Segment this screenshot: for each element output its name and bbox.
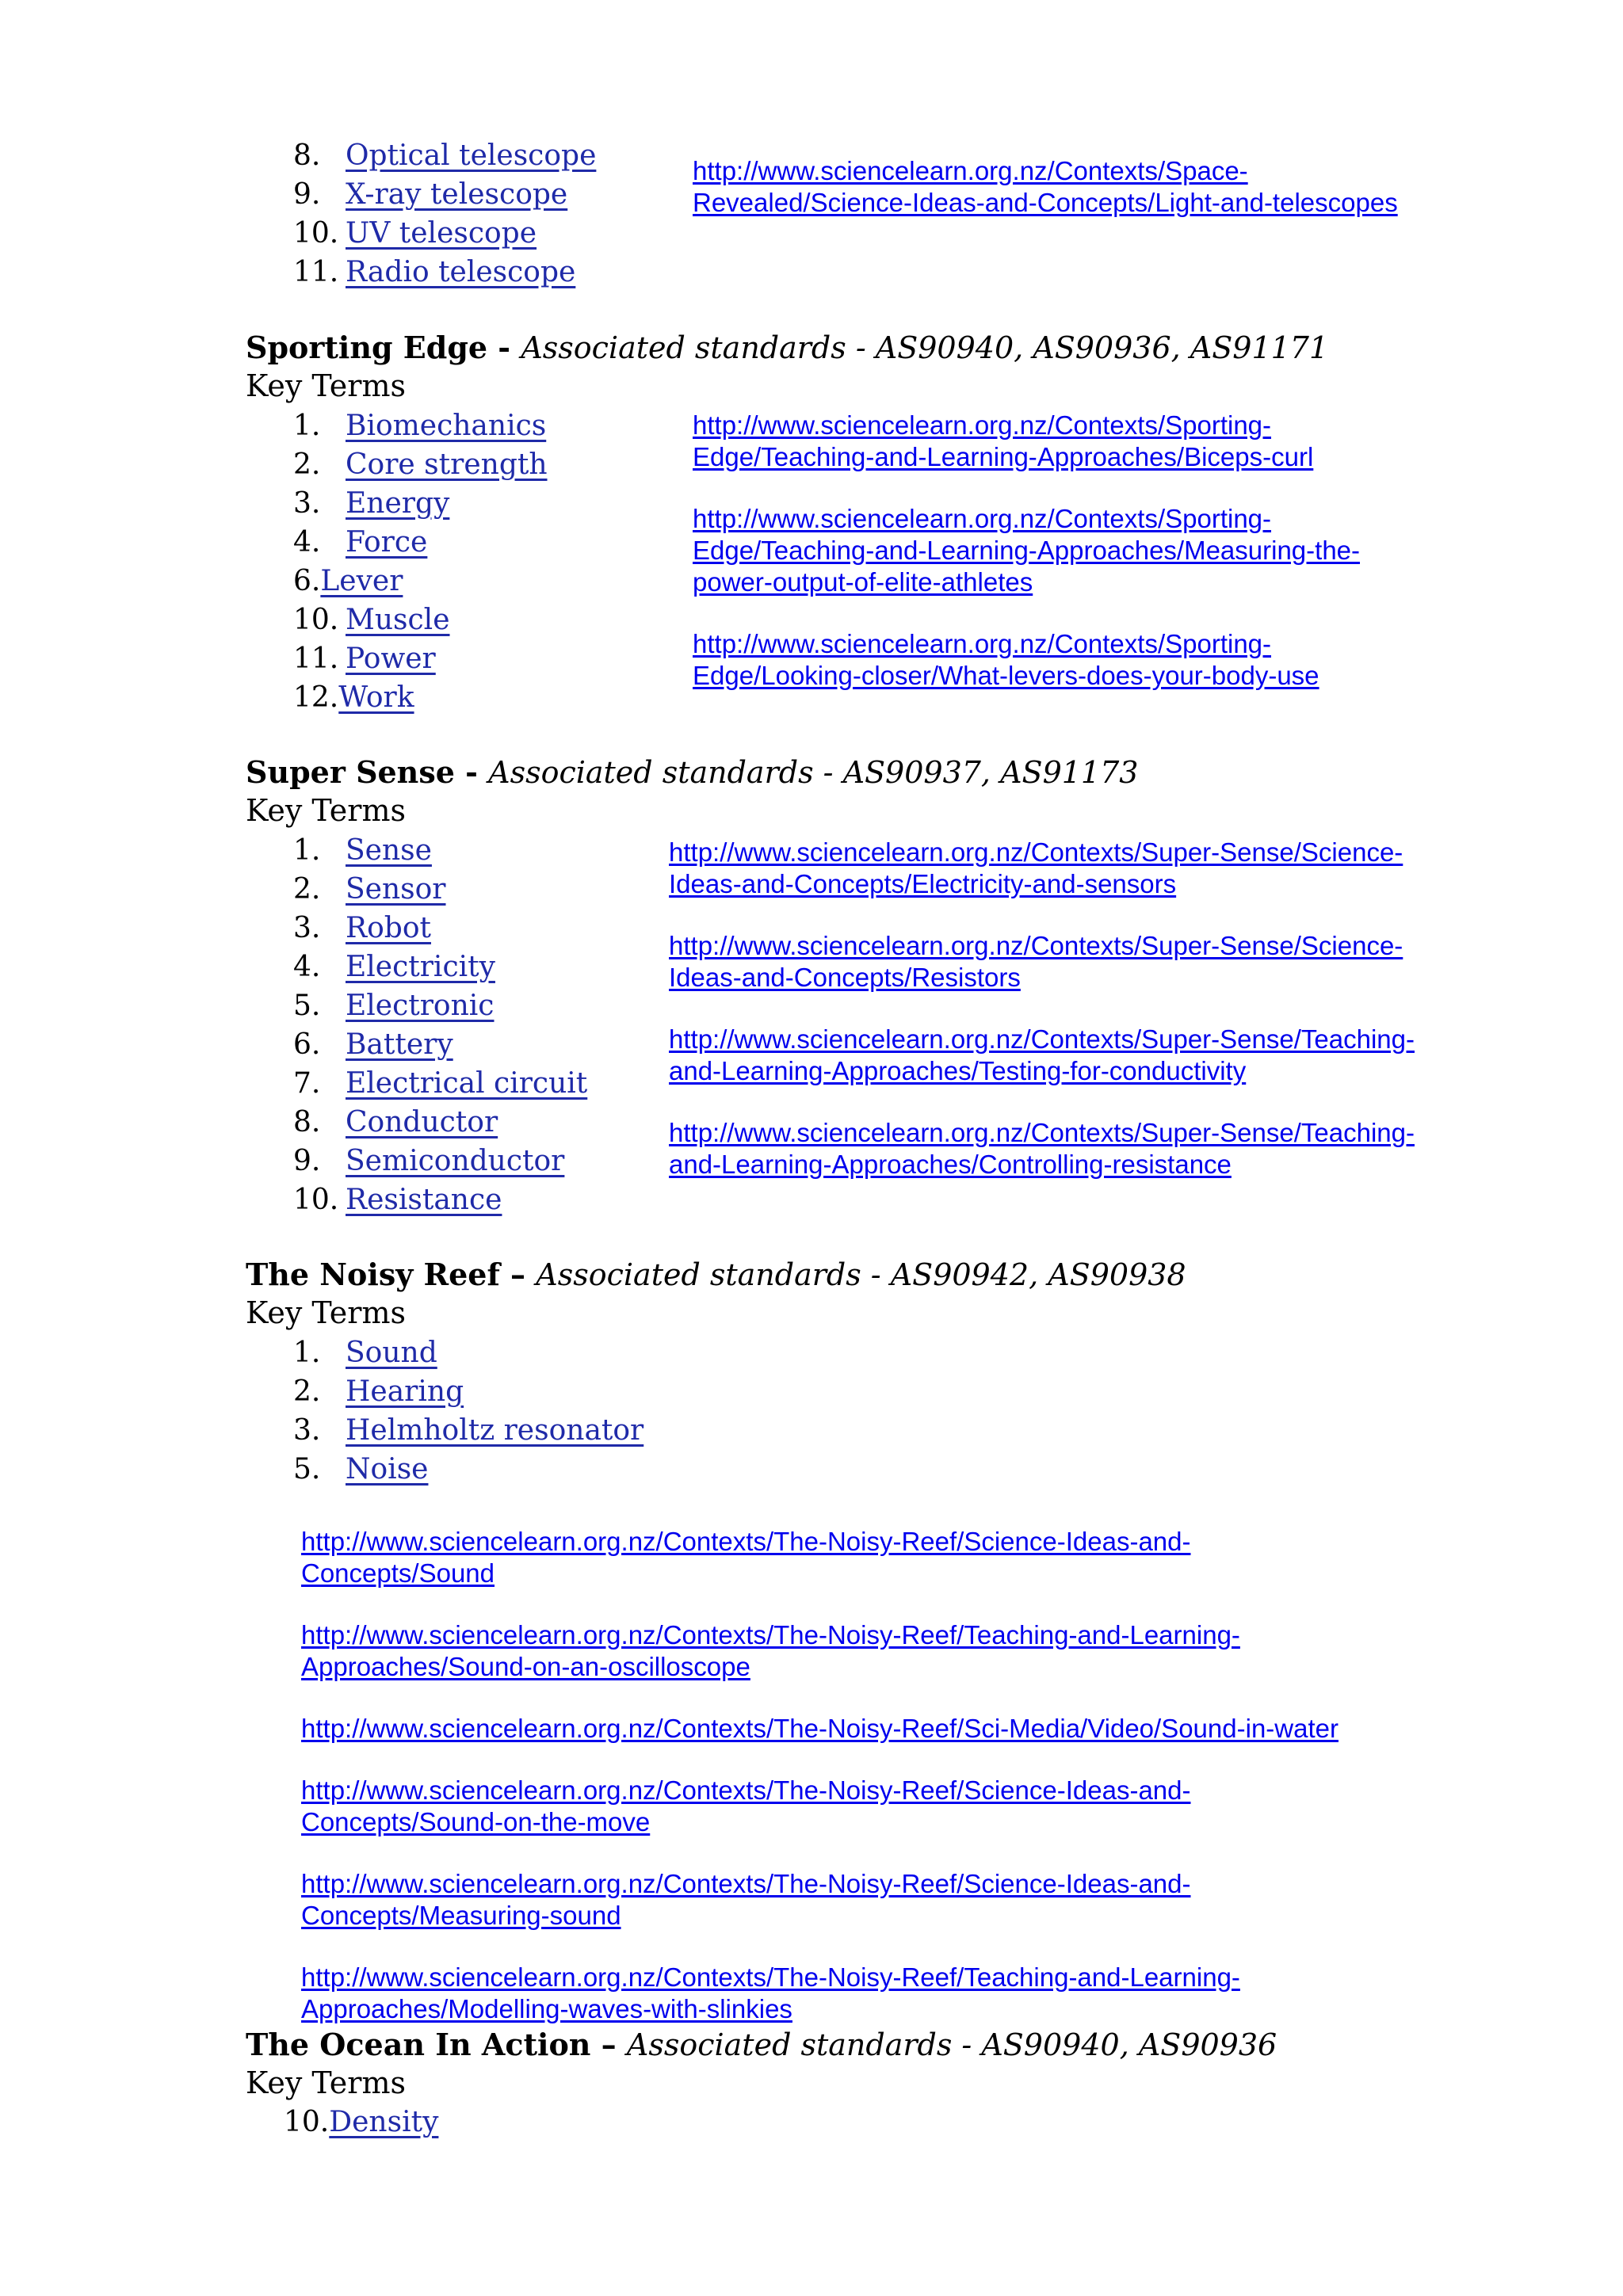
term-list-item [293,253,596,292]
resource-url-link[interactable] [693,410,1360,473]
url-line: http://www.sciencelearn.org.nz/Contexts/Sporting- [693,629,1272,658]
url-line: Ideas-and-Concepts/Electricity-and-sensors [669,869,1177,898]
url-line: Edge/Teaching-and-Learning-Approaches/Measuring-the- [693,536,1361,565]
key-terms-label: Key Terms [246,2065,406,2100]
term-list-item [293,562,548,601]
sporting-url-list [693,410,1360,722]
term-list-item [293,1103,587,1142]
term-list-item [293,831,587,870]
term-list-item [293,678,548,717]
term-number: 1. [293,410,321,442]
url-line: http://www.sciencelearn.org.nz/Contexts/The-Noisy-Reef/Teaching-and-Learning- [301,1962,1240,1992]
resource-url-link[interactable] [693,155,1398,219]
term-list-item [293,639,548,678]
section-standards: Associated standards - AS90942, AS90938 [536,1257,1186,1292]
term-number: 10. [293,217,339,250]
key-term-link[interactable]: Lever [320,565,403,597]
key-terms-label: Key Terms [246,1295,406,1330]
url-line: and-Learning-Approaches/Controlling-resistance [669,1150,1232,1179]
term-number: 8. [293,1106,321,1138]
term-number: 2. [293,1375,321,1408]
key-term-link[interactable]: Sensor [346,873,446,906]
term-list-item [293,948,587,986]
url-line: power-output-of-elite-athletes [693,567,1033,597]
url-line: http://www.sciencelearn.org.nz/Contexts/The-Noisy-Reef/Science-Ideas-and- [301,1869,1191,1898]
section-heading-ocean-in-action [246,2025,1277,2065]
key-term-link[interactable]: X-ray telescope [346,178,568,211]
section-standards: Associated standards - AS90937, AS91173 [488,755,1139,790]
resource-url-link[interactable] [693,503,1360,598]
section-heading-super-sense [246,753,1138,792]
url-line: http://www.sciencelearn.org.nz/Contexts/The-Noisy-Reef/Teaching-and-Learning- [301,1620,1240,1650]
key-term-link[interactable]: Electricity [346,951,495,983]
space-url-list [693,155,1398,249]
term-number: 9. [293,1145,321,1177]
url-line: Ideas-and-Concepts/Resistors [669,963,1021,992]
term-number: 9. [293,178,321,211]
resource-url-link[interactable] [693,628,1360,692]
term-list-item [293,445,548,484]
noisyreef-terms-list [293,1333,643,1489]
resource-url-link[interactable] [669,1024,1415,1087]
url-line: http://www.sciencelearn.org.nz/Contexts/The-Noisy-Reef/Science-Ideas-and- [301,1775,1191,1805]
term-list-item [293,1411,643,1450]
term-list-item [293,214,596,253]
section-title: The Noisy Reef – [246,1257,537,1292]
key-term-link[interactable]: Battery [346,1028,453,1061]
resource-url-link[interactable] [301,1868,1338,1932]
key-term-link[interactable]: Biomechanics [346,410,547,442]
resource-url-link[interactable] [669,837,1415,900]
url-line: and-Learning-Approaches/Testing-for-conductivity [669,1056,1247,1085]
url-line: http://www.sciencelearn.org.nz/Contexts/Super-Sense/Science- [669,837,1403,867]
term-list-item [293,1142,587,1180]
key-term-link[interactable]: Electronic [346,990,495,1022]
supersense-terms-list [293,831,587,1219]
url-line: Edge/Looking-closer/What-levers-does-your-body-use [693,661,1319,690]
term-number: 3. [293,487,321,520]
term-list-item [293,909,587,948]
url-line: Concepts/Measuring-sound [301,1901,621,1930]
term-number: 12. [293,681,339,714]
term-list-item [293,1025,587,1064]
url-line: http://www.sciencelearn.org.nz/Contexts/The-Noisy-Reef/Science-Ideas-and- [301,1527,1191,1556]
term-list-item [293,523,548,562]
term-number: 10. [293,604,339,636]
key-term-link[interactable]: Power [346,643,436,675]
term-list-item [293,601,548,639]
supersense-url-list [669,837,1415,1211]
term-list-item [293,406,548,445]
key-term-link[interactable]: Density [329,2106,439,2138]
url-line: Revealed/Science-Ideas-and-Concepts/Light-and-telescopes [693,188,1398,217]
term-number: 2. [293,873,321,906]
term-list-item [293,870,587,909]
term-number: 6. [293,565,321,597]
resource-url-link[interactable] [669,1117,1415,1180]
term-number: 4. [293,526,321,559]
key-term-link[interactable]: Resistance [346,1184,502,1216]
key-term-link[interactable]: Semiconductor [346,1145,565,1177]
section-heading-sporting-edge [246,328,1328,368]
space-terms-list [293,136,596,292]
key-term-link[interactable]: Conductor [346,1106,498,1138]
key-term-link[interactable]: Work [338,681,414,714]
section-standards: Associated standards - AS90940, AS90936, AS91171 [521,330,1329,365]
term-number: 2. [293,448,321,481]
key-term-link[interactable]: Energy [346,487,450,520]
url-line: Approaches/Sound-on-an-oscilloscope [301,1652,750,1681]
term-list-item [284,2103,438,2142]
sporting-terms-list [293,406,548,717]
key-term-link[interactable]: Electrical circuit [346,1067,588,1100]
url-line: Concepts/Sound [301,1558,495,1588]
term-list-item [293,1333,643,1372]
section-heading-noisy-reef [246,1255,1186,1295]
key-term-link[interactable]: Sense [346,834,432,867]
term-number: 6. [293,1028,321,1061]
url-line: http://www.sciencelearn.org.nz/Contexts/Super-Sense/Science- [669,931,1403,960]
key-term-link[interactable]: Helmholtz resonator [346,1414,644,1447]
section-title: Super Sense - [246,754,489,790]
url-line: http://www.sciencelearn.org.nz/Contexts/Sporting- [693,410,1272,440]
url-line: Edge/Teaching-and-Learning-Approaches/Biceps-curl [693,442,1314,471]
resource-url-link[interactable] [669,930,1415,994]
key-term-link[interactable]: Muscle [346,604,450,636]
term-number: 1. [293,1337,321,1369]
resource-url-link[interactable] [301,1962,1338,2025]
resource-url-link[interactable] [301,1775,1338,1838]
key-term-link[interactable]: Robot [346,912,431,944]
term-number: 8. [293,139,321,172]
term-number: 1. [293,834,321,867]
term-number: 10. [293,1184,339,1216]
term-number: 7. [293,1067,321,1100]
ocean-terms-list [284,2103,438,2142]
term-list-item [293,1450,643,1489]
section-title: The Ocean In Action – [246,2027,627,2062]
term-list-item [293,175,596,214]
resource-url-link[interactable] [301,1526,1338,1589]
key-term-link[interactable]: Sound [346,1337,437,1369]
key-term-link[interactable]: Hearing [346,1375,464,1408]
key-terms-label: Key Terms [246,793,406,828]
term-number: 3. [293,1414,321,1447]
term-list-item [293,1372,643,1411]
url-line: http://www.sciencelearn.org.nz/Contexts/The-Noisy-Reef/Sci-Media/Video/Sound-in-water [301,1714,1338,1743]
term-number: 5. [293,990,321,1022]
resource-url-link[interactable] [301,1619,1338,1683]
url-line: Approaches/Modelling-waves-with-slinkies [301,1994,792,2023]
term-list-item [293,484,548,523]
url-line: http://www.sciencelearn.org.nz/Contexts/Sporting- [693,504,1272,533]
key-term-link[interactable]: Noise [346,1453,429,1486]
url-line: http://www.sciencelearn.org.nz/Contexts/Space- [693,156,1248,185]
key-term-link[interactable]: Radio telescope [346,256,576,288]
resource-url-link[interactable] [301,1713,1338,1745]
section-standards: Associated standards - AS90940, AS90936 [626,2027,1277,2062]
term-number: 4. [293,951,321,983]
term-list-item [293,1180,587,1219]
term-list-item [293,1064,587,1103]
noisyreef-url-list [301,1526,1338,2055]
url-line: http://www.sciencelearn.org.nz/Contexts/Super-Sense/Teaching- [669,1118,1415,1147]
key-term-link[interactable]: UV telescope [346,217,537,250]
term-list-item [293,986,587,1025]
term-list-item [293,136,596,175]
url-line: http://www.sciencelearn.org.nz/Contexts/Super-Sense/Teaching- [669,1024,1415,1054]
term-number: 10. [284,2106,330,2138]
url-line: Concepts/Sound-on-the-move [301,1807,651,1836]
term-number: 5. [293,1453,321,1486]
section-title: Sporting Edge - [246,330,521,365]
term-number: 11. [293,643,339,675]
key-term-link[interactable]: Force [346,526,428,559]
key-term-link[interactable]: Core strength [346,448,548,481]
key-terms-label: Key Terms [246,368,406,403]
term-number: 3. [293,912,321,944]
key-term-link[interactable]: Optical telescope [346,139,597,172]
term-number: 11. [293,256,339,288]
